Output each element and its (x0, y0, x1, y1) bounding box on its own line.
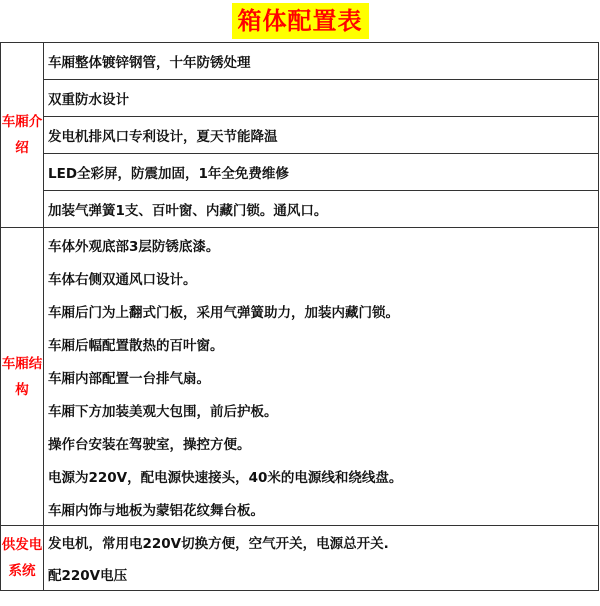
table-row: 电源为220V，配电源快速接头，40米的电源线和绕线盘。 (44, 459, 599, 492)
table-row: LED全彩屏，防震加固，1年全免费维修 (44, 154, 599, 191)
title-row (0, 0, 600, 42)
section-power-system (1, 526, 599, 591)
config-table (0, 42, 599, 591)
table-row: 发电机排风口专利设计，夏天节能降温 (44, 117, 599, 154)
table-row: 车厢后门为上翻式门板，采用气弹簧助力，加装内藏门锁。 (44, 294, 599, 327)
category-power-system: 供发电系统 (1, 526, 44, 591)
category-cabin-intro: 车厢介绍 (1, 43, 44, 228)
section-cabin-structure (1, 228, 599, 526)
table-row: 配220V电压 (44, 558, 599, 591)
table-row: 车厢内饰与地板为蒙铝花纹舞台板。 (44, 492, 599, 526)
table-row: 车厢下方加装美观大包围，前后护板。 (44, 393, 599, 426)
table-row: 双重防水设计 (44, 80, 599, 117)
table-row: 操作台安装在驾驶室，操控方便。 (44, 426, 599, 459)
section-cabin-intro (1, 43, 599, 228)
table-row: 发电机，常用电220V切换方便，空气开关，电源总开关. (44, 526, 599, 559)
table-row: 车体右侧双通风口设计。 (44, 261, 599, 294)
table-row: 车厢内部配置一台排气扇。 (44, 360, 599, 393)
table-row: 车厢后幅配置散热的百叶窗。 (44, 327, 599, 360)
category-cabin-structure: 车厢结构 (1, 228, 44, 526)
table-row: 加装气弹簧1支、百叶窗、内藏门锁。通风口。 (44, 191, 599, 228)
page-title: 箱体配置表 (232, 3, 369, 39)
table-row: 车厢整体镀锌钢管，十年防锈处理 (44, 43, 599, 80)
table-row: 车体外观底部3层防锈底漆。 (44, 228, 599, 262)
